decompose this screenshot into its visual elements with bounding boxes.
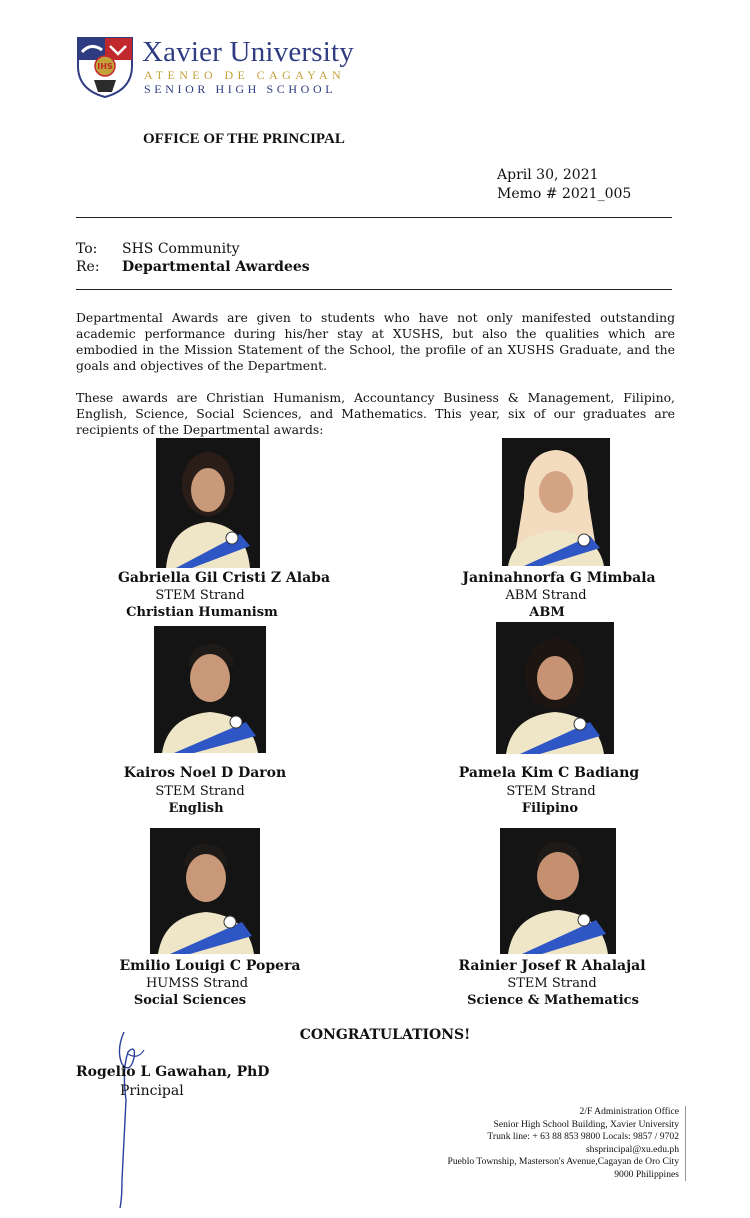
memo-number: Memo # 2021_005 [497,186,632,202]
awardee-photo [156,438,260,568]
awardee-award: ABM [529,605,565,620]
awardee-photo [500,828,616,954]
awardee-name: Kairos Noel D Daron [123,765,287,781]
awardee-award: Christian Humanism [126,605,278,620]
re-label: Re: [76,259,100,275]
school-subtitle: SENIOR HIGH SCHOOL [144,82,337,96]
university-crest-icon [76,36,134,98]
to-value: SHS Community [122,241,240,257]
signatory-title: Principal [120,1083,184,1099]
awardee-strand: ABM Strand [505,588,587,603]
awardee-strand: STEM Strand [506,784,596,799]
awardee-name: Gabriella Gil Cristi Z Alaba [117,570,331,586]
awardee-award: Filipino [521,801,579,816]
awardee-name: Emilio Louigi C Popera [119,958,301,974]
awardee-photo [150,828,260,954]
awardee-strand: STEM Strand [507,976,597,991]
footer-line: Pueblo Township, Masterson's Avenue,Cagayan de Oro City [447,1156,679,1167]
congratulations-heading: CONGRATULATIONS! [299,1027,471,1043]
awardee-award: Science & Mathematics [467,993,639,1008]
university-subtitle: ATENEO DE CAGAYAN [144,68,346,82]
signatory-name: Rogelio L Gawahan, PhD [76,1064,270,1080]
footer-line: 9000 Philippines [614,1168,679,1180]
awardee-photo [496,622,614,754]
awardee-award: Social Sciences [133,993,247,1008]
footer-line: 2/F Administration Office [579,1106,679,1117]
awardee-name: Pamela Kim C Badiang [458,765,640,781]
footer-line: Trunk line: + 63 88 853 9800 Locals: 9857 / 9702 [487,1131,679,1142]
crest-monogram: IHS [97,62,113,71]
re-value: Departmental Awardees [122,259,310,275]
awardee-strand: STEM Strand [155,588,245,603]
footer-line: shsprincipal@xu.edu.ph [585,1143,679,1155]
divider [76,289,672,290]
awardee-photo [154,626,266,753]
awardee-name: Rainier Josef R Ahalajal [458,958,646,974]
awards-paragraph: These awards are Christian Humanism, Accountancy Business & Management, Filipino, English, Science, Social Sciences, and Mathematics. This year, six of our graduates are recipients of the Departmental awards: [76,390,675,437]
awardee-strand: HUMSS Strand [145,976,249,991]
office-heading: OFFICE OF THE PRINCIPAL [143,131,345,147]
intro-paragraph: Departmental Awards are given to students who have not only manifested outstanding academic performance during his/her stay at XUSHS, but also the qualities which are embodied in the Mission Statement of the School, the profile of an XUSHS Graduate, and the goals and objectives of the Department. [76,310,675,373]
footer-address [448,1106,686,1181]
footer-line: Senior High School Building, Xavier University [493,1118,679,1130]
awardee-strand: STEM Strand [155,784,245,799]
to-label: To: [76,241,98,257]
university-name: Xavier University [142,36,354,68]
awardee-name: Janinahnorfa G Mimbala [462,570,656,586]
divider [76,217,672,218]
awardee-photo [502,438,610,566]
handwritten-signature [110,1030,150,1210]
memo-date: April 30, 2021 [497,167,599,183]
awardee-award: English [168,801,224,816]
